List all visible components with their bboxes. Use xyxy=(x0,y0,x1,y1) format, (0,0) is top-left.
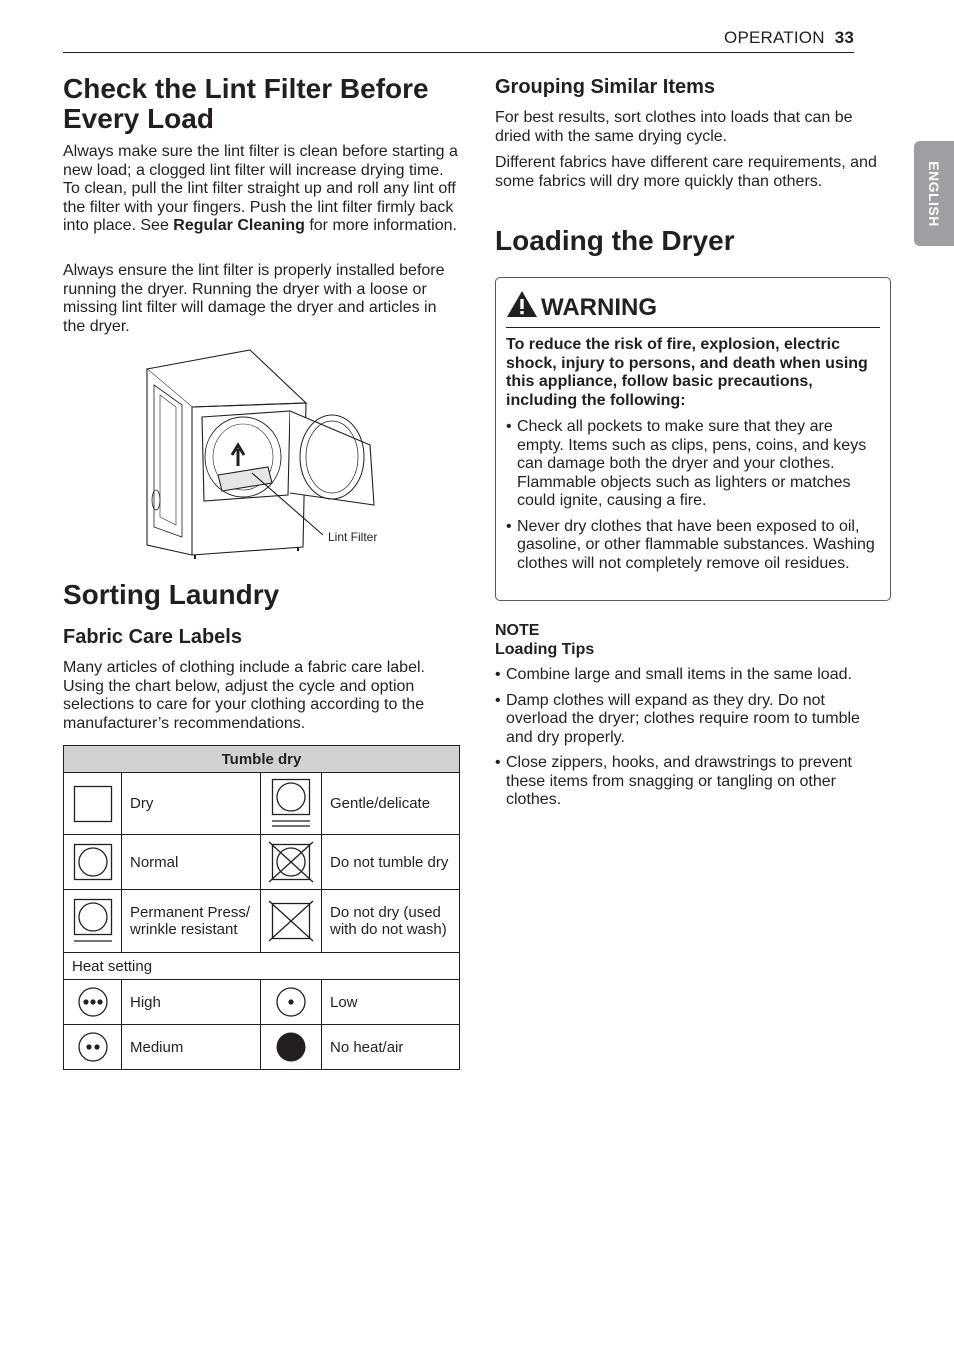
warning-heading xyxy=(506,290,657,322)
language-tab xyxy=(914,141,954,246)
list-item: • Damp clothes will expand as they dry. Do not overload the dryer; clothes require room to tumble and dry properly. xyxy=(495,692,880,748)
care-label: Do not dry (used with do not wash) xyxy=(322,890,460,953)
lint-p1-text: Always make sure the lint filter is clean before starting a new load; a clogged lint filter will increase drying time. To clean, pull the lint filter straight up and roll any lint off the filter with your fingers. Push the lint filter firmly back into place. See xyxy=(63,143,458,234)
note-label: NOTE xyxy=(495,622,540,639)
gentle-delicate-icon xyxy=(261,773,322,835)
note-block xyxy=(495,621,880,659)
lint-title-line2: Every Load xyxy=(63,103,214,134)
lint-title-line1: Check the Lint Filter Before xyxy=(63,73,429,104)
table-row xyxy=(64,980,460,1025)
heat-setting-header: Heat setting xyxy=(64,953,460,980)
lint-p1-tail: for more information. xyxy=(304,217,457,234)
care-label: Low xyxy=(322,980,460,1025)
normal-icon xyxy=(64,835,122,890)
fabric-care-table xyxy=(63,745,460,1070)
loading-section-title: Loading the Dryer xyxy=(495,225,735,256)
grouping-paragraph-2: Different fabrics have different care requirements, and some fabrics will dry more quickly than others. xyxy=(495,154,877,190)
note-title: Loading Tips xyxy=(495,641,595,658)
do-not-dry-icon xyxy=(261,890,322,953)
table-row xyxy=(64,1025,460,1070)
warning-intro: To reduce the risk of fire, explosion, electric shock, injury to persons, and death when using this appliance, follow basic precautions, including the following: xyxy=(506,336,868,409)
care-label: Do not tumble dry xyxy=(322,835,460,890)
care-label: Normal xyxy=(122,835,261,890)
table-row xyxy=(64,835,460,890)
dry-icon xyxy=(64,773,122,835)
header-rule xyxy=(63,52,854,53)
care-label: High xyxy=(122,980,261,1025)
fabric-care-intro: Many articles of clothing include a fabric care label. Using the chart below, adjust the cycle and option selections to care for your clothing according to the manufacturer’s recommendations. xyxy=(63,659,425,732)
page-number: 33 xyxy=(834,28,854,47)
grouping-paragraph-1: For best results, sort clothes into loads that can be dried with the same drying cycle. xyxy=(495,109,853,145)
regular-cleaning-ref: Regular Cleaning xyxy=(173,217,305,234)
warning-list xyxy=(506,418,878,573)
lint-filter-label: Lint Filter xyxy=(328,530,378,544)
medium-heat-icon xyxy=(64,1025,122,1070)
warning-title: WARNING xyxy=(541,294,657,321)
care-label: No heat/air xyxy=(322,1025,460,1070)
warning-box xyxy=(495,277,891,601)
lint-section-title xyxy=(63,74,463,134)
sorting-section-title: Sorting Laundry xyxy=(63,579,280,610)
care-label: Dry xyxy=(122,773,261,835)
low-heat-icon xyxy=(261,980,322,1025)
list-item: • Combine large and small items in the same load. xyxy=(495,666,880,685)
care-label: Medium xyxy=(122,1025,261,1070)
care-label: Permanent Press/ wrinkle resistant xyxy=(122,890,261,953)
care-label: Gentle/delicate xyxy=(322,773,460,835)
do-not-tumble-dry-icon xyxy=(261,835,322,890)
page-header xyxy=(724,28,854,48)
loading-tips-list xyxy=(495,666,880,810)
warning-triangle-icon xyxy=(506,290,538,318)
lint-paragraph-1 xyxy=(63,143,459,236)
lint-paragraph-2: Always ensure the lint filter is properly installed before running the dryer. Running the dryer with a loose or missing lint filter will damage the dryer and articles in the dryer. xyxy=(63,262,445,335)
table-row xyxy=(64,773,460,835)
dryer-lint-filter-illustration xyxy=(140,345,390,560)
permanent-press-icon xyxy=(64,890,122,953)
table-header: Tumble dry xyxy=(64,746,460,773)
language-tab-label: ENGLISH xyxy=(926,160,942,227)
grouping-title: Grouping Similar Items xyxy=(495,76,716,98)
table-row xyxy=(64,890,460,953)
list-item: • Close zippers, hooks, and drawstrings to prevent these items from snagging or tangling on other clothes. xyxy=(495,754,880,810)
list-item: • Never dry clothes that have been exposed to oil, gasoline, or other flammable substances. Washing clothes will not completely remove oil residues. xyxy=(506,518,878,574)
high-heat-icon xyxy=(64,980,122,1025)
section-name: OPERATION xyxy=(724,28,825,47)
fabric-care-subtitle: Fabric Care Labels xyxy=(63,626,242,648)
list-item: • Check all pockets to make sure that they are empty. Items such as clips, pens, coins, and keys can damage both the dryer and your clothes. Flammable objects such as lighters or matches could ignite, causing a fire. xyxy=(506,418,878,511)
no-heat-icon xyxy=(261,1025,322,1070)
warning-rule xyxy=(506,327,880,328)
